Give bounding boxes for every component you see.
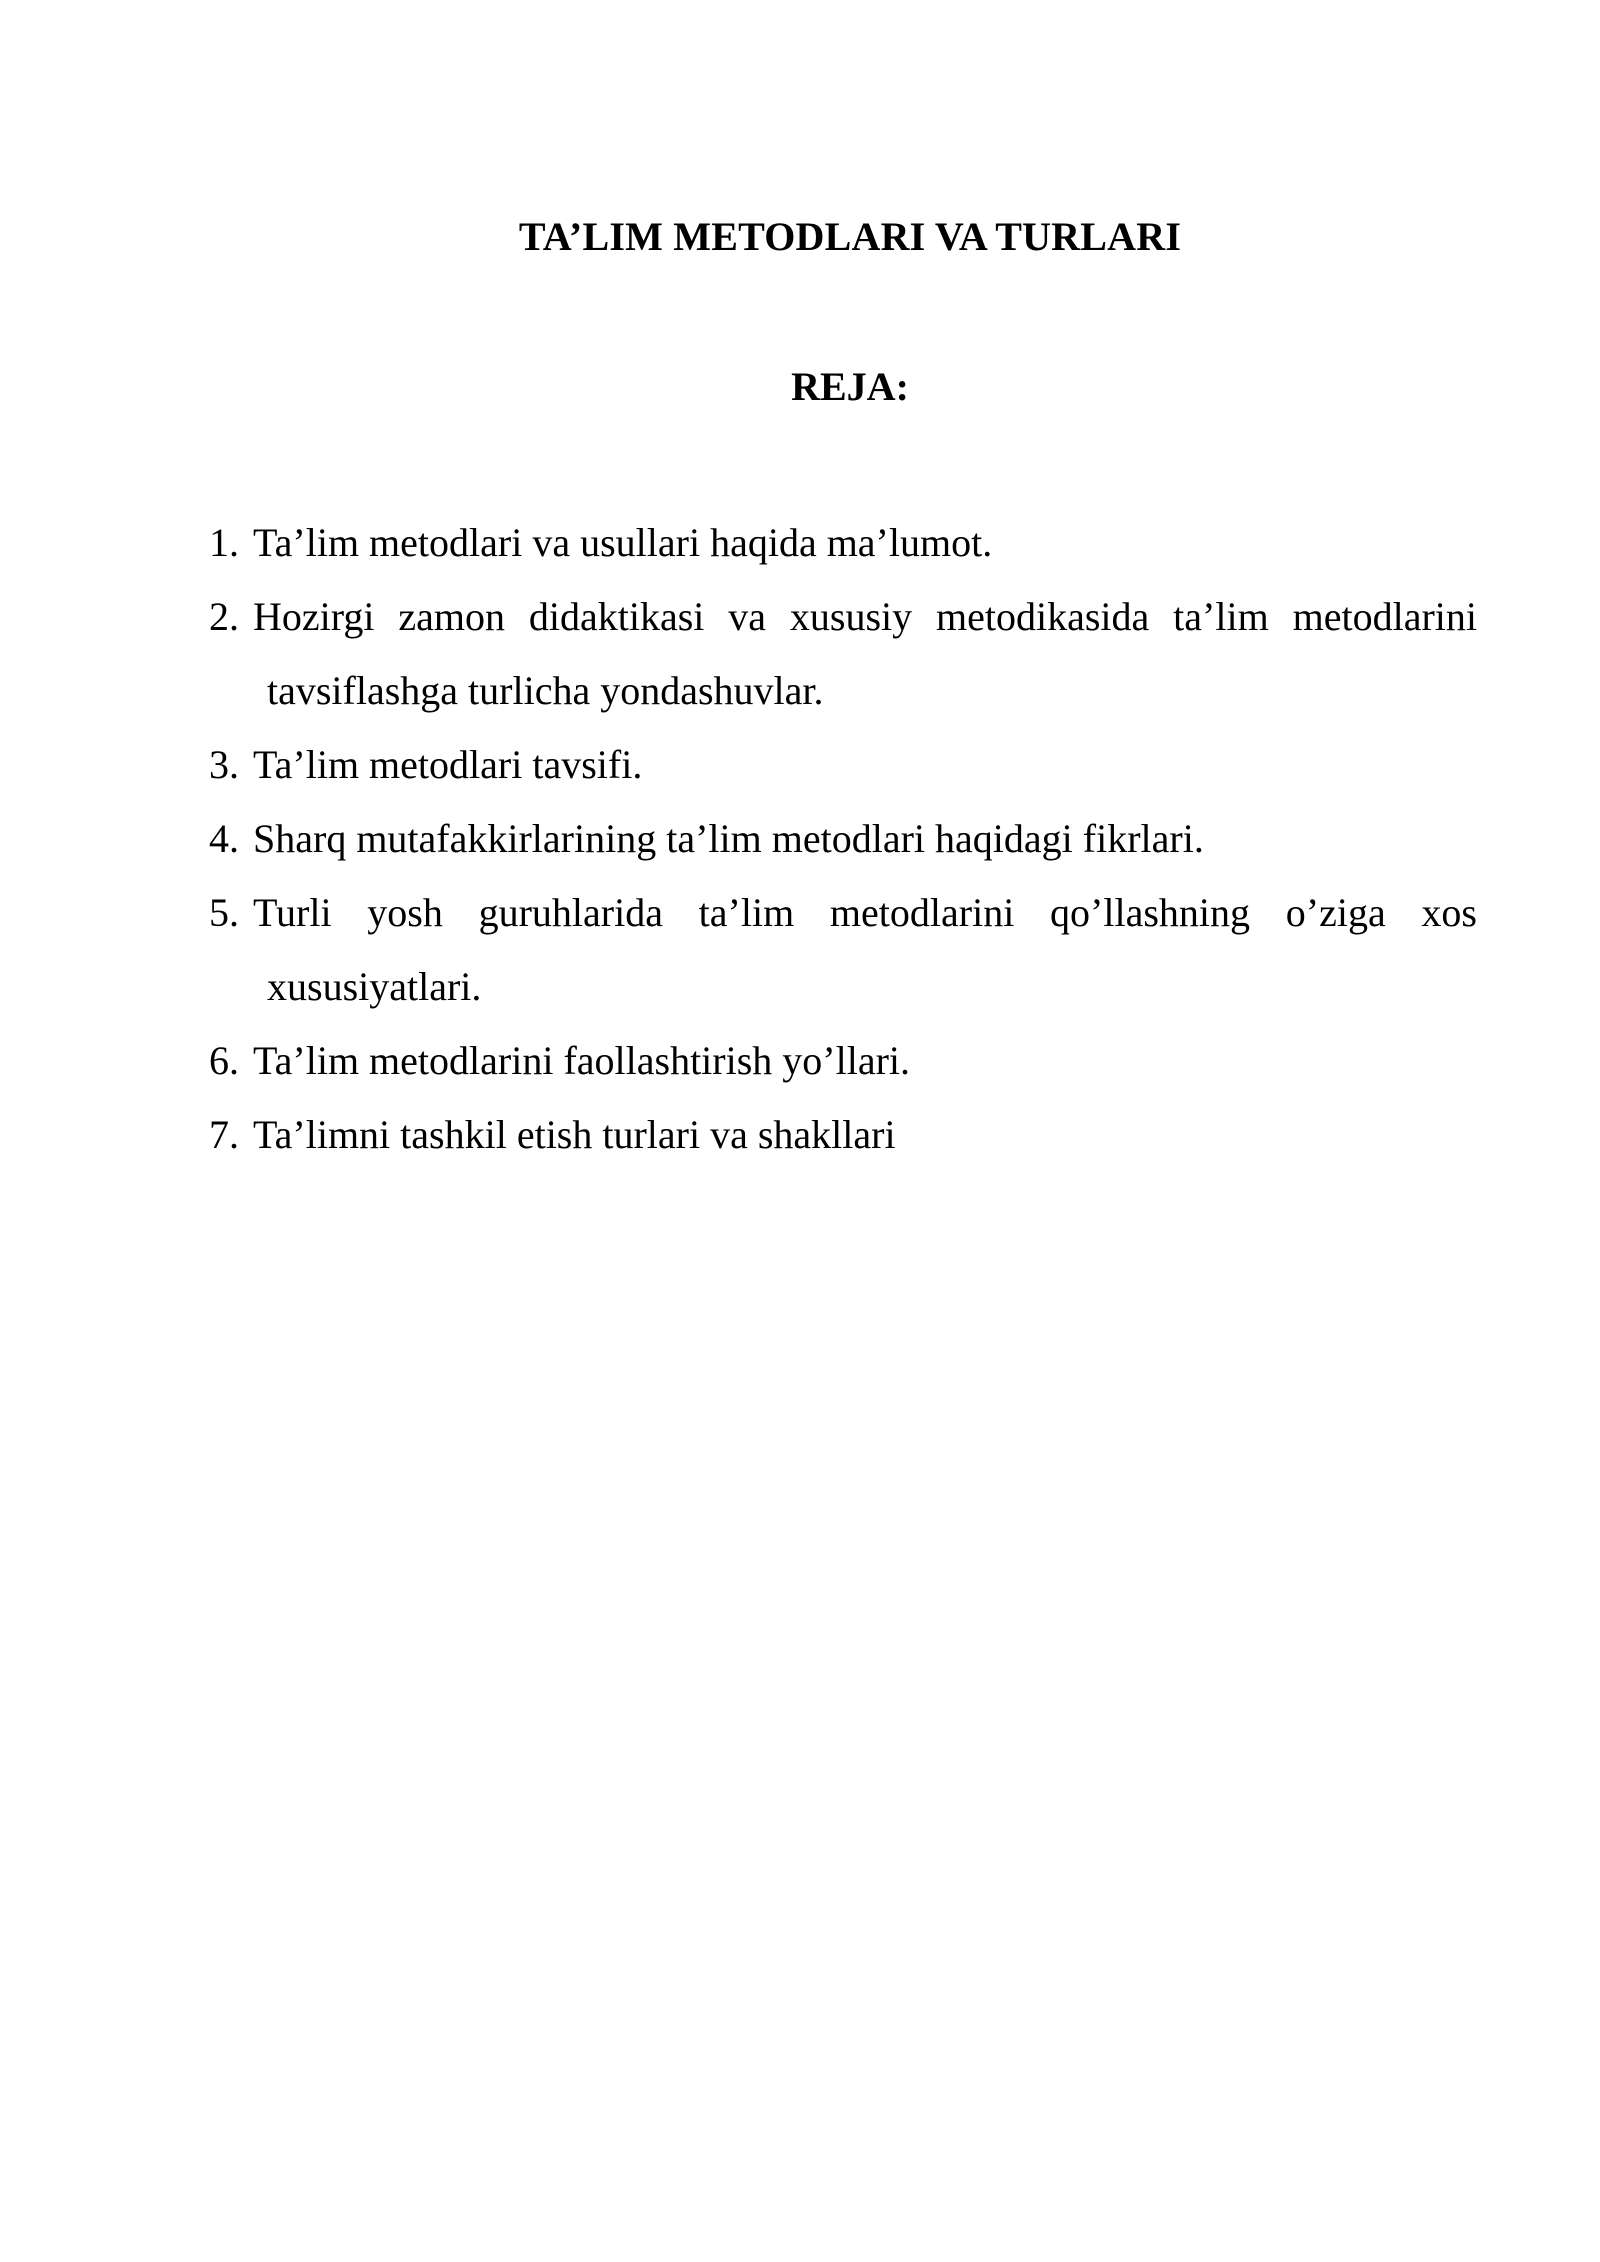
plan-item-number: 6.: [209, 1038, 239, 1083]
plan-item-number: 1.: [209, 520, 239, 565]
plan-item-4: [209, 802, 1477, 876]
document-title: TA’LIM METODLARI VA TURLARI: [518, 214, 1182, 259]
plan-item-7: [209, 1098, 1477, 1172]
plan-item-number: 3.: [209, 742, 239, 787]
plan-heading: REJA:: [791, 364, 909, 409]
plan-item-5: [209, 876, 1477, 1024]
plan-item-number: 2.: [209, 594, 239, 639]
plan-item-text: Sharq mutafakkirlarining ta’lim metodlari haqidagi fikrlari.: [253, 816, 1204, 861]
plan-item-text: Hozirgi zamon didaktikasi va xususiy metodikasida ta’lim metodlarini tavsiflashga turlicha yondashuvlar.: [253, 594, 1477, 713]
plan-item-text: Turli yosh guruhlarida ta’lim metodlarini qo’llashning o’ziga xos xususiyatlari.: [253, 890, 1477, 1009]
plan-item-text: Ta’lim metodlari va usullari haqida ma’lumot.: [253, 520, 993, 565]
plan-item-6: [209, 1024, 1477, 1098]
plan-item-text: Ta’limni tashkil etish turlari va shakllari: [253, 1112, 896, 1157]
plan-item-1: [209, 506, 1477, 580]
plan-item-number: 4.: [209, 816, 239, 861]
plan-item-3: [209, 728, 1477, 802]
plan-item-text: Ta’lim metodlari tavsifi.: [253, 742, 643, 787]
plan-list: [209, 506, 1477, 1172]
plan-item-text: Ta’lim metodlarini faollashtirish yo’llari.: [253, 1038, 911, 1083]
plan-item-number: 5.: [209, 890, 239, 935]
plan-item-number: 7.: [209, 1112, 239, 1157]
plan-item-2: [209, 580, 1477, 728]
